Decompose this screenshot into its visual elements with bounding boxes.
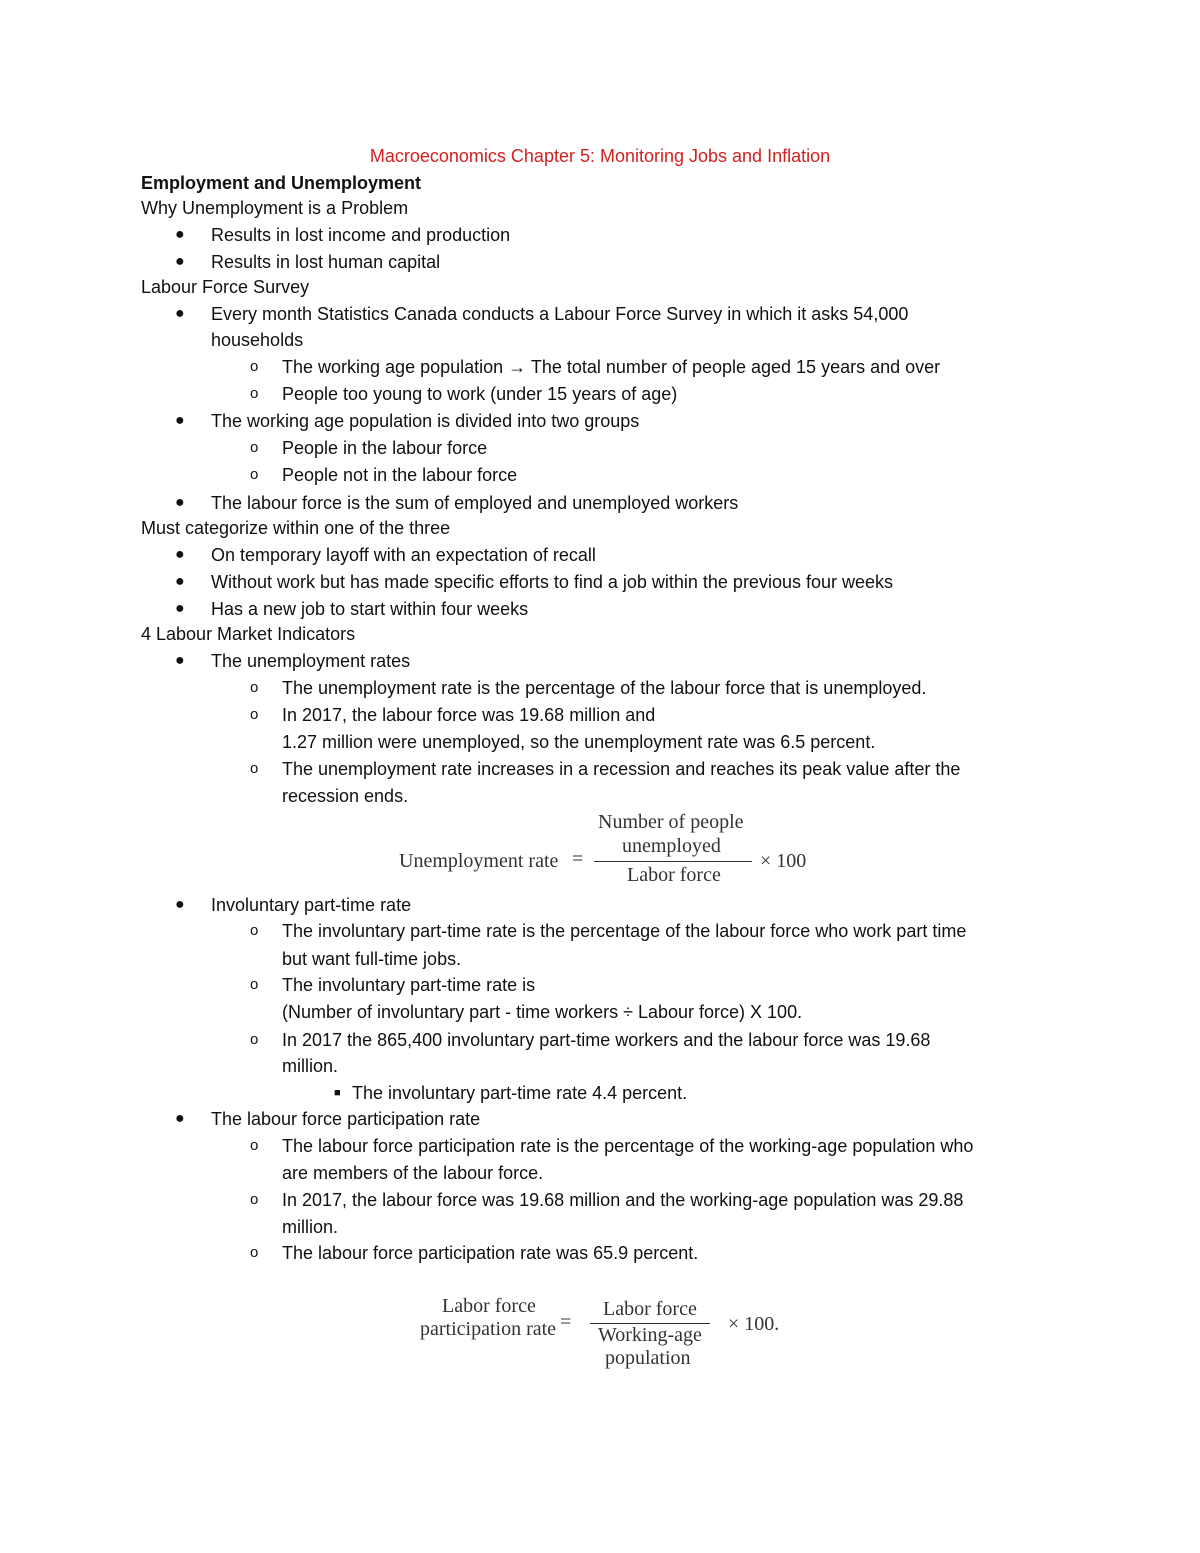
- circle-bullet-icon: o: [250, 1191, 259, 1208]
- formula-equals: =: [560, 1311, 572, 1333]
- circle-bullet-icon: o: [250, 976, 259, 993]
- circle-bullet-icon: o: [250, 385, 259, 402]
- subheading-must: Must categorize within one of the three: [141, 518, 451, 538]
- list-item: People not in the labour force: [282, 465, 518, 485]
- circle-bullet-icon: o: [250, 679, 259, 696]
- list-item: Results in lost human capital: [211, 252, 441, 272]
- bullet-icon: ●: [175, 652, 185, 669]
- list-item: The unemployment rates: [211, 651, 411, 671]
- circle-bullet-icon: o: [250, 358, 259, 375]
- subheading-lfs: Labour Force Survey: [141, 277, 310, 297]
- list-item: Has a new job to start within four weeks: [211, 599, 529, 619]
- formula-lhs: Unemployment rate: [399, 850, 559, 872]
- circle-bullet-icon: o: [250, 922, 259, 939]
- list-item-cont: recession ends.: [282, 786, 409, 806]
- formula-denominator: Working-age: [598, 1324, 702, 1346]
- square-bullet-icon: ■: [334, 1087, 341, 1099]
- bullet-icon: ●: [175, 226, 185, 243]
- formula-numerator: Labor force: [603, 1298, 697, 1320]
- formula-lhs: Labor force: [442, 1295, 536, 1317]
- bullet-icon: ●: [175, 253, 185, 270]
- circle-bullet-icon: o: [250, 706, 259, 723]
- circle-bullet-icon: o: [250, 1137, 259, 1154]
- formula-numerator: Number of people: [598, 811, 744, 833]
- subheading-why: Why Unemployment is a Problem: [141, 198, 409, 218]
- formula-denominator: population: [605, 1347, 691, 1369]
- list-item-cont: million.: [282, 1056, 339, 1076]
- page-title: Macroeconomics Chapter 5: Monitoring Jobs and Inflation: [369, 146, 831, 166]
- formula-lhs: participation rate: [420, 1318, 557, 1340]
- bullet-icon: ●: [175, 600, 185, 617]
- formula-equals: =: [572, 848, 584, 870]
- arrow-right-icon: →: [508, 357, 527, 377]
- list-item-cont: households: [211, 330, 304, 350]
- list-item: Every month Statistics Canada conducts a Labour Force Survey in which it asks 54,000: [211, 304, 909, 324]
- list-item: People in the labour force: [282, 438, 488, 458]
- bullet-icon: ●: [175, 494, 185, 511]
- circle-bullet-icon: o: [250, 1244, 259, 1261]
- bullet-icon: ●: [175, 573, 185, 590]
- formula-denominator: Labor force: [627, 864, 721, 886]
- list-item: Involuntary part-time rate: [211, 895, 412, 915]
- list-item: The involuntary part-time rate is: [282, 975, 536, 995]
- formula-multiplier: × 100: [760, 850, 807, 872]
- circle-bullet-icon: o: [250, 439, 259, 456]
- list-item: People too young to work (under 15 years of age): [282, 384, 678, 404]
- circle-bullet-icon: o: [250, 760, 259, 777]
- bullet-icon: ●: [175, 1110, 185, 1127]
- bullet-icon: ●: [175, 896, 185, 913]
- formula-numerator: unemployed: [622, 835, 721, 857]
- circle-bullet-icon: o: [250, 1031, 259, 1048]
- circle-bullet-icon: o: [250, 466, 259, 483]
- list-item: In 2017 the 865,400 involuntary part-time workers and the labour force was 19.68: [282, 1030, 931, 1050]
- list-item: Results in lost income and production: [211, 225, 511, 245]
- list-item: The working age population → The total number of people aged 15 years and over: [282, 357, 941, 377]
- bullet-icon: ●: [175, 546, 185, 563]
- list-item: The unemployment rate is the percentage of the labour force that is unemployed.: [282, 678, 927, 698]
- bullet-icon: ●: [175, 305, 185, 322]
- list-item: The working age population is divided into two groups: [211, 411, 640, 431]
- list-item: In 2017, the labour force was 19.68 million and: [282, 705, 656, 725]
- subheading-indicators: 4 Labour Market Indicators: [141, 624, 356, 644]
- list-item: The unemployment rate increases in a recession and reaches its peak value after the: [282, 759, 961, 779]
- list-item-cont: 1.27 million were unemployed, so the unemployment rate was 6.5 percent.: [282, 732, 876, 752]
- list-item: Without work but has made specific efforts to find a job within the previous four weeks: [211, 572, 894, 592]
- list-item: In 2017, the labour force was 19.68 million and the working-age population was 29.88: [282, 1190, 964, 1210]
- list-item: The involuntary part-time rate 4.4 percent.: [352, 1083, 688, 1103]
- list-item-cont: million.: [282, 1217, 339, 1237]
- formula-multiplier: × 100.: [728, 1313, 780, 1335]
- list-item-cont: are members of the labour force.: [282, 1163, 544, 1183]
- list-item: On temporary layoff with an expectation of recall: [211, 545, 596, 565]
- list-item-cont: but want full-time jobs.: [282, 949, 462, 969]
- list-item: The labour force participation rate: [211, 1109, 481, 1129]
- section-heading: Employment and Unemployment: [141, 173, 422, 193]
- list-item: The labour force participation rate is the percentage of the working-age population who: [282, 1136, 974, 1156]
- list-item: The labour force is the sum of employed and unemployed workers: [211, 493, 739, 513]
- list-item-cont: (Number of involuntary part - time workers ÷ Labour force) X 100.: [282, 1002, 803, 1022]
- list-item: The labour force participation rate was 65.9 percent.: [282, 1243, 699, 1263]
- list-item: The involuntary part-time rate is the percentage of the labour force who work part time: [282, 921, 967, 941]
- bullet-icon: ●: [175, 412, 185, 429]
